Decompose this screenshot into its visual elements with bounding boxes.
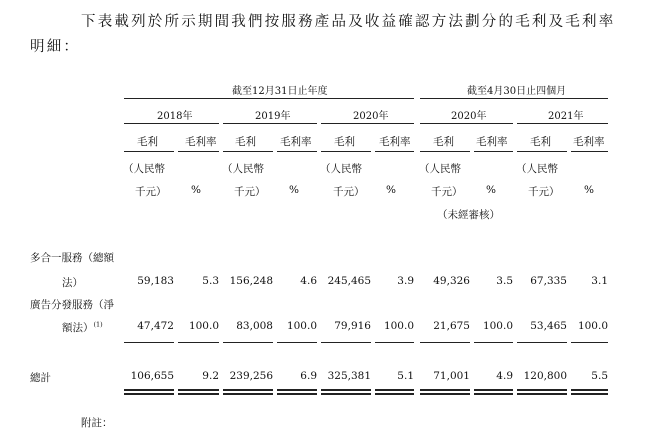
unit-2020a-b: 千元） (333, 186, 365, 198)
table-cell: 3.1 (591, 275, 608, 287)
sum-rule (517, 342, 567, 343)
row-label-allinone-2: 法） (62, 277, 83, 289)
table-cell: 3.9 (397, 275, 414, 287)
total-cell: 6.9 (300, 370, 317, 382)
col-margin-2021: 毛利率 (573, 136, 605, 148)
unit-2021-b: 千元） (528, 186, 560, 198)
pct-2019: % (289, 184, 299, 196)
table-cell: 83,008 (236, 320, 273, 332)
sum-rule (277, 342, 317, 343)
col-margin-2019: 毛利率 (280, 136, 312, 148)
total-double-rule (124, 389, 174, 391)
total-double-rule (321, 389, 371, 391)
rule-m-2020b (474, 151, 513, 152)
rule-m-2020a (375, 151, 414, 152)
total-cell: 5.1 (397, 370, 414, 382)
total-cell: 239,256 (229, 370, 273, 382)
table-cell: 100.0 (383, 320, 414, 332)
total-double-rule (420, 393, 470, 395)
total-double-rule (277, 389, 317, 391)
col-margin-2018: 毛利率 (185, 136, 217, 148)
col-gp-2020b: 毛利 (433, 136, 454, 148)
unit-2018-b: 千元） (135, 186, 167, 198)
total-cell: 106,655 (130, 370, 174, 382)
footnote-heading: 附註： (81, 417, 113, 429)
unit-2020a-a: （人民幣 (320, 163, 362, 175)
table-cell: 100.0 (577, 320, 608, 332)
total-double-rule (375, 393, 414, 395)
sum-rule (321, 342, 371, 343)
rule-annual (124, 98, 414, 99)
total-double-rule (178, 389, 219, 391)
col-gp-2019: 毛利 (235, 136, 256, 148)
sum-rule (124, 342, 174, 343)
rule-2020a (321, 123, 414, 124)
rule-m-2018 (178, 151, 219, 152)
unit-2019-a: （人民幣 (222, 163, 264, 175)
table-cell: 79,916 (334, 320, 371, 332)
col-gp-2018: 毛利 (137, 136, 158, 148)
rule-2018 (124, 123, 219, 124)
table-cell: 156,248 (229, 275, 273, 287)
rule-m-2019 (277, 151, 317, 152)
col-margin-2020b: 毛利率 (476, 136, 508, 148)
sum-rule (571, 342, 608, 343)
pct-2018: % (191, 184, 201, 196)
total-cell: 71,001 (433, 370, 470, 382)
total-double-rule (571, 389, 608, 391)
total-label: 總計 (30, 372, 51, 384)
pct-2020b: % (486, 184, 496, 196)
table-cell: 245,465 (327, 275, 371, 287)
rule-m-2021 (571, 151, 608, 152)
intro-line-2: 明細： (30, 39, 81, 55)
table-cell: 100.0 (482, 320, 513, 332)
table-cell: 100.0 (286, 320, 317, 332)
total-cell: 120,800 (523, 370, 567, 382)
total-cell: 325,381 (327, 370, 371, 382)
rule-interim (420, 98, 608, 99)
pct-2020a: % (386, 184, 396, 196)
total-double-rule (321, 393, 371, 395)
sum-rule (375, 342, 414, 343)
unit-2019-b: 千元） (234, 186, 266, 198)
table-cell: 53,465 (530, 320, 567, 332)
rule-gp-2020b (420, 151, 470, 152)
total-double-rule (223, 393, 273, 395)
total-double-rule (178, 393, 219, 395)
total-double-rule (517, 393, 567, 395)
sum-rule (178, 342, 219, 343)
total-double-rule (375, 389, 414, 391)
table-cell: 47,472 (137, 320, 174, 332)
table-cell: 4.6 (300, 275, 317, 287)
intro-line-1: 下表載列於所示期間我們按服務產品及收益確認方法劃分的毛利及毛利率 (81, 14, 616, 30)
col-margin-2020a: 毛利率 (379, 136, 411, 148)
total-double-rule (517, 389, 567, 391)
table-cell: 49,326 (433, 275, 470, 287)
rule-gp-2019 (223, 151, 273, 152)
unit-2018-a: （人民幣 (123, 163, 165, 175)
table-cell: 59,183 (137, 275, 174, 287)
total-double-rule (124, 393, 174, 395)
table-cell: 21,675 (433, 320, 470, 332)
row-label-allinone: 多合一服務（總額 (30, 252, 114, 264)
rule-2019 (223, 123, 317, 124)
group-header-annual: 截至12月31日止年度 (232, 86, 328, 97)
total-double-rule (474, 393, 513, 395)
year-2021: 2021年 (548, 111, 584, 122)
pct-2021: % (584, 184, 594, 196)
rule-2021 (517, 123, 608, 124)
rule-gp-2021 (517, 151, 567, 152)
table-cell: 67,335 (530, 275, 567, 287)
total-cell: 9.2 (202, 370, 219, 382)
total-double-rule (223, 389, 273, 391)
col-gp-2021: 毛利 (530, 136, 551, 148)
table-cell: 5.3 (202, 275, 219, 287)
col-gp-2020a: 毛利 (334, 136, 355, 148)
table-cell: 100.0 (188, 320, 219, 332)
sum-rule (474, 342, 513, 343)
sum-rule (420, 342, 470, 343)
rule-gp-2018 (124, 151, 174, 152)
total-double-rule (277, 393, 317, 395)
total-double-rule (571, 393, 608, 395)
unit-2020b-b: 千元） (431, 186, 463, 198)
total-double-rule (420, 389, 470, 391)
rule-2020b (420, 123, 513, 124)
total-double-rule (474, 389, 513, 391)
footnote-marker: (1) (93, 320, 103, 329)
group-header-interim: 截至4月30日止四個月 (467, 86, 567, 97)
total-cell: 4.9 (496, 370, 513, 382)
row-label-adv-2: 額法）$^{(1)}$ (62, 320, 103, 334)
sum-rule (223, 342, 273, 343)
year-2020-interim: 2020年 (451, 111, 487, 122)
table-cell: 3.5 (496, 275, 513, 287)
year-2020-annual: 2020年 (353, 111, 389, 122)
year-2019: 2019年 (255, 111, 291, 122)
unaudited-note: （未經審核） (437, 209, 500, 221)
unit-2021-a: （人民幣 (516, 163, 558, 175)
rule-gp-2020a (321, 151, 371, 152)
year-2018: 2018年 (157, 111, 193, 122)
unit-2020b-a: （人民幣 (419, 163, 461, 175)
total-cell: 5.5 (591, 370, 608, 382)
row-label-adv: 廣告分發服務（淨 (30, 299, 114, 311)
